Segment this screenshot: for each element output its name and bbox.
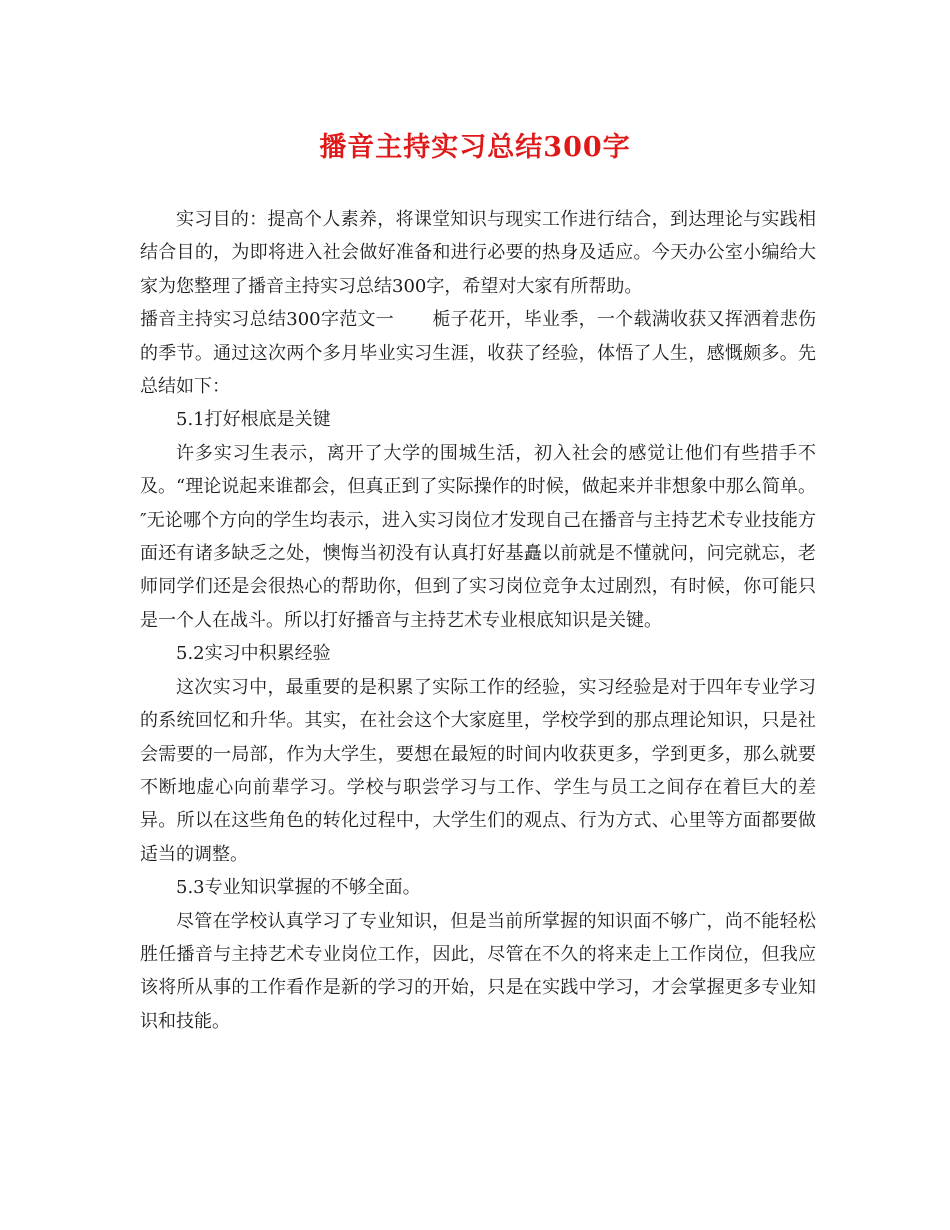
section-heading-1: 5.1打好根底是关键 <box>176 409 331 431</box>
paragraph-intro: 实习目的：提高个人素养，将课堂知识与现实工作进行结合，到达理论与实践相结合目的，为即将进入社会做好准备和进行必要的热身及适应。今天办公室小编给大家为您整理了播音主持实习总结300字，希望对大家有所帮助。 <box>140 209 816 297</box>
document-body <box>140 203 816 1038</box>
sample-label: 播音主持实习总结300字范文一 <box>140 309 395 331</box>
paragraph-section-3: 尽管在学校认真学习了专业知识，但是当前所掌握的知识面不够广，尚不能轻松胜任播音与主持艺术专业岗位工作，因此，尽管在不久的将来走上工作岗位，但我应该将所从事的工作看作是新的学习的开始，只是在实践中学习，才会掌握更多专业知识和技能。 <box>140 910 816 1032</box>
paragraph-section-2: 这次实习中，最重要的是积累了实际工作的经验，实习经验是对于四年专业学习的系统回忆和升华。其实，在社会这个大家庭里，学校学到的那点理论知识，只是社会需要的一局部，作为大学生，要想在最短的时间内收获更多，学到更多，那么就要不断地虚心向前辈学习。学校与职尝学习与工作、学生与员工之间存在着巨大的差异。所以在这些角色的转化过程中，大学生们的观点、行为方式、心里等方面都要做适当的调整。 <box>140 676 816 865</box>
paragraph-sample <box>140 303 816 403</box>
section-heading-3: 5.3专业知识掌握的不够全面。 <box>176 877 421 899</box>
section-heading-2: 5.2实习中积累经验 <box>176 643 331 665</box>
document-title: 播音主持实习总结300字 <box>319 132 631 163</box>
paragraph-section-1: 许多实习生表示，离开了大学的围城生活，初入社会的感觉让他们有些措手不及。“理论说起来谁都会，但真正到了实际操作的时候，做起来并非想象中那么简单。″无论哪个方向的学生均表示，进入实习岗位才发现自己在播音与主持艺术专业技能方面还有诸多缺乏之处，懊悔当初没有认真打好基矗以前就是不懂就问，问完就忘，老师同学们还是会很热心的帮助你，但到了实习岗位竞争太过剧烈，有时候，你可能只是一个人在战斗。所以打好播音与主持艺术专业根底知识是关键。 <box>140 442 816 631</box>
sample-text: 栀子花开，毕业季，一个载满收获又挥洒着悲伤的季节。通过这次两个多月毕业实习生涯，收获了经验，体悟了人生，感慨颇多。先总结如下： <box>140 309 816 398</box>
